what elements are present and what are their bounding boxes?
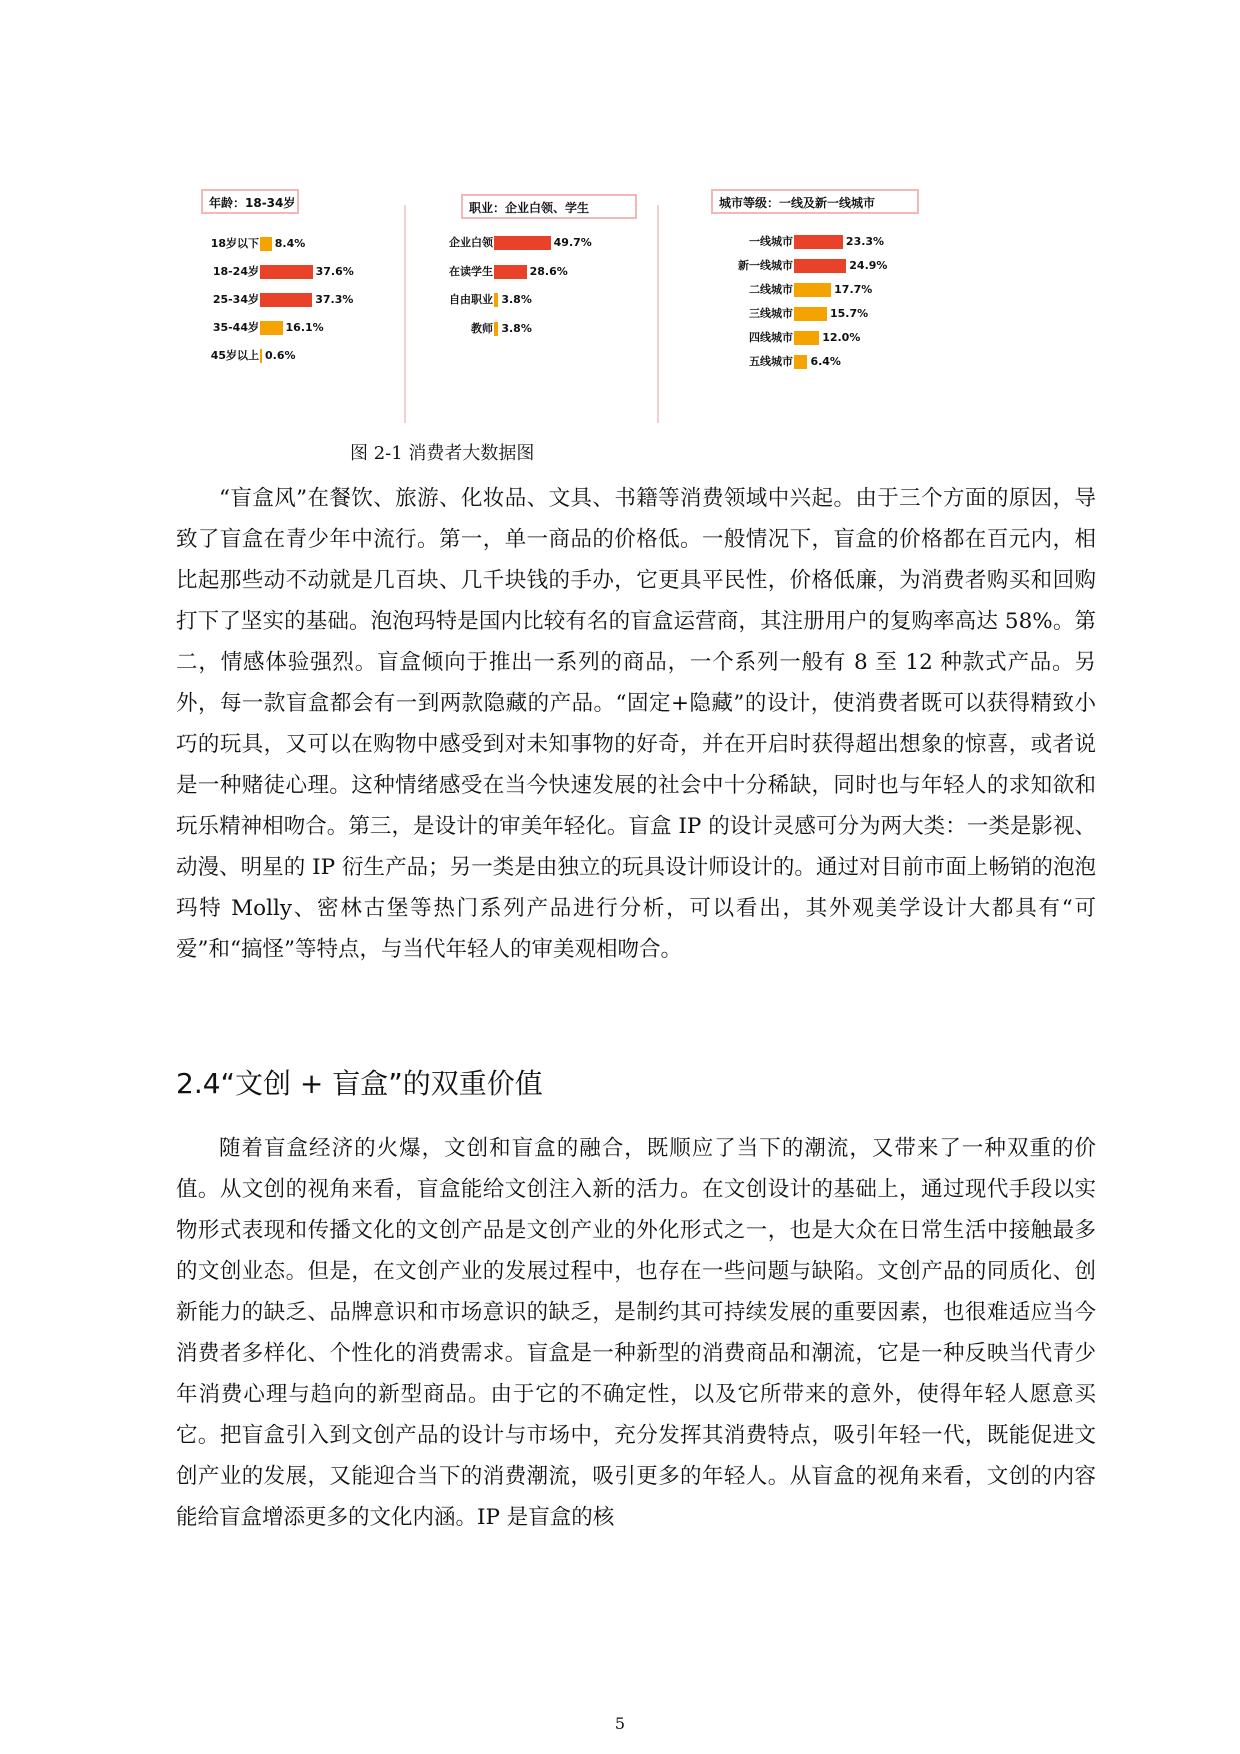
bar-row [431,234,493,252]
bar-value-label: 37.3% [315,293,354,306]
bar [794,355,807,369]
panel-title: 城市等级：一线及新一线城市 [711,189,919,214]
bar [794,235,843,249]
bar-label: 在读学生 [449,264,493,278]
bar-label: 35-44岁 [212,321,259,334]
bar-label: 自由职业 [449,293,493,306]
bar-value-label: 0.6% [265,349,296,362]
section-heading: 2.4“文创 + 盲盒”的双重价值 [176,1067,543,1100]
bar-row [711,281,793,299]
bar-value-label: 3.8% [501,321,532,335]
bar-value-label: 15.7% [829,307,869,320]
panel-title: 年龄：18-34岁 [201,189,299,214]
page-number: 5 [614,1714,626,1733]
bar [794,283,831,297]
bar-row [711,233,793,251]
bar [494,265,527,279]
bar-value-label: 16.1% [285,321,324,334]
paragraph-text: “盲盒风”在餐饮、旅游、化妆品、文具、书籍等消费领域中兴起。由于三个方面的原因，导致了盲盒在青少年中流行。第一，单一商品的价格低。一般情况下，盲盒的价格都在百元内，相比起那些动不动就是几百块、几千块钱的手办，它更具平民性，价格低廉，为消费者购买和回购打下了坚实的基础。泡泡玛特是国内比较有名的盲盒运营商，其注册用户的复购率高达 58%。第二，情感体验强烈。盲盒倾向于推出一系列的商品，一个系列一般有 8 至 12 种款式产品。另外，每一款盲盒都会有一到两款隐藏的产品。“固定+隐藏”的设计，使消费者既可以获得精致小巧的玩具，又可以在购物中感受到对未知事物的好奇，并在开启时获得超出想象的惊喜，或者说是一种赌徒心理。这种情绪感受在当今快速发展的社会中十分稀缺，同时也与年轻人的求知欲和玩乐精神相吻合。第三，是设计的审美年轻化。盲盒 IP 的设计灵感可分为两大类：一类是影视、动漫、明星的 IP 衍生产品；另一类是由独立的玩具设计师设计的。通过对目前市面上畅销的泡泡玛特 Molly、密林古堡等热门系列产品进行分析，可以看出，其外观美学设计大都具有“可爱”和“搞怪”等特点，与当代年轻人的审美观相吻合。 [176,486,1096,962]
bar [260,349,262,363]
bar-label: 三线城市 [749,307,793,320]
bar-value-label: 49.7% [553,236,592,249]
bar-label: 18-24岁 [212,265,259,278]
panel-divider [657,205,659,423]
bar-row [201,263,259,281]
occupation-panel [431,201,651,423]
bar-label: 企业白领 [449,236,493,249]
bar-value-label: 28.6% [529,264,568,278]
panel-divider [404,205,406,423]
bar-label: 二线城市 [749,283,793,296]
paragraph-text: 随着盲盒经济的火爆，文创和盲盒的融合，既顺应了当下的潮流，又带来了一种双重的价值。从文创的视角来看，盲盒能给文创注入新的活力。在文创设计的基础上，通过现代手段以实物形式表现和传播文化的文创产品是文创产业的外化形式之一，也是大众在日常生活中接触最多的文创业态。但是，在文创产业的发展过程中，也存在一些问题与缺陷。文创产品的同质化、创新能力的缺乏、品牌意识和市场意识的缺乏，是制约其可持续发展的重要因素，也很难适应当今消费者多样化、个性化的消费需求。盲盒是一种新型的消费商品和潮流，它是一种反映当代青少年消费心理与趋向的新型商品。由于它的不确定性，以及它所带来的意外，使得年轻人愿意买它。把盲盒引入到文创产品的设计与市场中，充分发挥其消费特点，吸引年轻一代，既能促进文创产业的发展，又能迎合当下的消费潮流，吸引更多的年轻人。从盲盒的视角来看，文创的内容能给盲盒增添更多的文化内涵。IP 是盲盒的核 [176,1136,1096,1530]
city-tier-panel [711,196,1011,423]
body-paragraph [176,1128,1096,1538]
consumer-data-figure [201,196,1059,423]
age-panel [201,196,401,423]
bar-row [431,263,493,281]
bar [794,307,827,321]
bar-row [431,291,493,309]
bar-value-label: 8.4% [274,237,306,250]
bar [260,237,272,251]
bar-value-label: 6.4% [810,355,841,368]
bar-label: 45岁以上 [210,349,259,362]
bar [494,293,498,307]
bar-label: 一线城市 [749,235,793,248]
bar-row [431,320,493,338]
bar-row [201,291,259,309]
bar-label: 五线城市 [749,355,793,368]
bar-value-label: 17.7% [834,283,873,296]
bar [260,265,313,279]
bar-row [201,319,259,337]
bar-row [711,257,793,275]
bar-row [711,329,793,347]
bar-value-label: 37.6% [315,265,354,278]
bar [260,321,283,335]
bar [494,236,551,250]
bar-value-label: 24.9% [849,259,888,272]
bar [260,293,312,307]
bar [494,322,498,336]
bar-label: 新一线城市 [738,259,793,272]
bar-row [711,353,793,371]
bar-row [201,235,259,253]
bar-label: 25-34岁 [212,293,259,306]
bar-label: 18岁以下 [210,237,259,250]
bar-value-label: 12.0% [822,331,861,344]
bar-label: 教师 [471,321,493,335]
panel-title: 职业：企业白领、学生 [461,194,637,219]
figure-caption: 图 2-1 消费者大数据图 [350,443,535,464]
bar-value-label: 23.3% [845,235,885,248]
bar-value-label: 3.8% [501,293,532,306]
bar-label: 四线城市 [749,331,793,344]
bar [794,331,819,345]
bar-row [711,305,793,323]
bar [794,259,846,273]
bar-row [201,347,259,365]
body-paragraph [176,478,1096,970]
